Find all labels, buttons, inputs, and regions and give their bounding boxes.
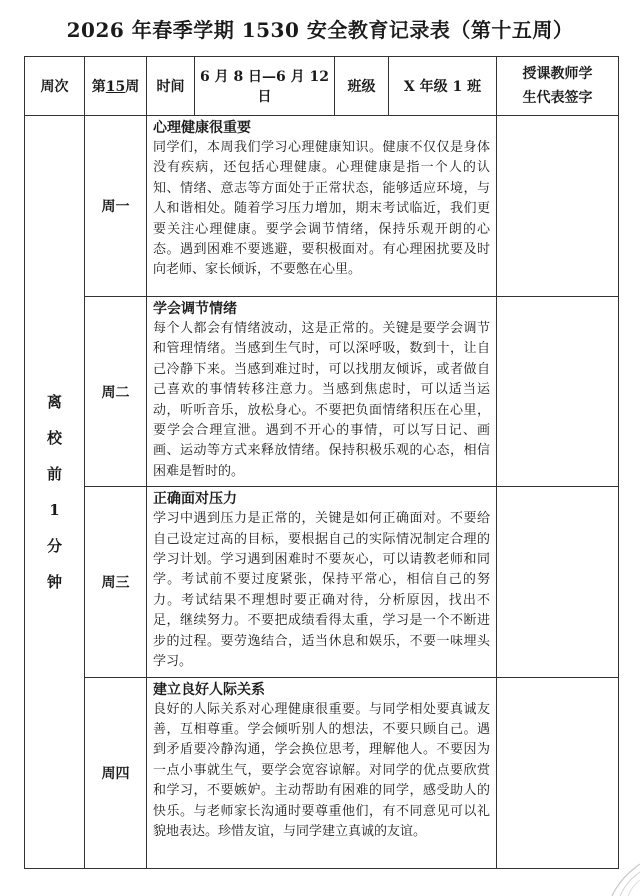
signature-header: 授课教师学 生代表签字: [497, 57, 619, 116]
lesson-content: [147, 487, 497, 677]
table-row: [25, 116, 619, 297]
signature-cell[interactable]: [497, 116, 619, 297]
lesson-content: [147, 297, 497, 487]
day-label: 周三: [85, 487, 147, 677]
class-label: 班级: [335, 57, 389, 116]
signature-cell[interactable]: [497, 297, 619, 487]
day-label: 周四: [85, 677, 147, 868]
signature-cell[interactable]: [497, 487, 619, 677]
table-row: [25, 677, 619, 868]
day-label: 周一: [85, 116, 147, 297]
table-row: [25, 297, 619, 487]
time-label: 时间: [147, 57, 195, 116]
week-label: 周次: [25, 57, 85, 116]
table-row: [25, 487, 619, 677]
lesson-text: 每个人都会有情绪波动，这是正常的。关键是要学会调节和管理情绪。当感到生气时，可以深呼吸，数到十，让自己冷静下来。当感到难过时，可以找朋友倾诉，或者做自己喜欢的事情转移注意力。当感到焦虑时，可以适当运动，听听音乐，放松身心。不要把负面情绪积压在心里，要学会合理宣泄。遇到不开心的事情，可以写日记、画画、运动等方式来释放情绪。保持积极乐观的心态，相信困难是暂时的。: [153, 321, 490, 479]
lesson-topic: 建立良好人际关系: [153, 681, 265, 698]
side-label: 离 校 前 1 分 钟: [25, 116, 85, 869]
signature-cell[interactable]: [497, 677, 619, 868]
time-value: 6 月 8 日—6 月 12 日: [195, 57, 335, 116]
lesson-text: 良好的人际关系对心理健康很重要。与同学相处要真诚友善，互相尊重。学会倾听别人的想法，不要只顾自己。遇到矛盾要冷静沟通，学会换位思考，理解他人。不要因为一点小事就生气，要学会宽容谅解。对同学的优点要欣赏和学习，不要嫉妒。主动帮助有困难的同学，感受助人的快乐。与老师家长沟通时要尊重他们，有不同意见可以礼貌地表达。珍惜友谊，与同学建立真诚的友谊。: [153, 701, 490, 839]
lesson-topic: 心理健康很重要: [153, 120, 251, 136]
page-title: 2026 年春季学期 1530 安全教育记录表（第十五周）: [66, 18, 574, 42]
lesson-text: 同学们，本周我们学习心理健康知识。健康不仅仅是身体没有疾病，还包括心理健康。心理健康是指一个人的认知、情绪、意志等方面处于正常状态，能够适应环境，与人和谐相处。随着学习压力增加，期末考试临近，我们更要关注心理健康。要学会调节情绪，保持乐观开朗的心态。遇到困难不要逃避，要积极面对。有心理困扰要及时向老师、家长倾诉，不要憋在心里。: [153, 140, 490, 278]
class-value: X 年级 1 班: [389, 57, 497, 116]
lesson-content: [147, 677, 497, 868]
week-number: 15: [105, 79, 126, 95]
lesson-topic: 学会调节情绪: [153, 301, 237, 317]
header-row: [25, 57, 619, 116]
lesson-content: [147, 116, 497, 297]
day-label: 周二: [85, 297, 147, 487]
record-table: [24, 56, 619, 869]
lesson-text: 学习中遇到压力是正常的，关键是如何正确面对。不要给自己设定过高的目标，要根据自己的实际情况制定合理的学习计划。学习遇到困难时不要灰心，可以请教老师和同学。考试前不要过度紧张，保持平常心，相信自己的努力。考试结果不理想时要正确对待，分析原因，找出不足，继续努力。不要把成绩看得太重，学习是一个不断进步的过程。要劳逸结合，适当休息和娱乐，不要一味埋头学习。: [153, 511, 490, 670]
week-value: 第15周: [85, 57, 147, 116]
lesson-topic: 正确面对压力: [153, 491, 237, 508]
page-curl-icon: [590, 856, 640, 896]
